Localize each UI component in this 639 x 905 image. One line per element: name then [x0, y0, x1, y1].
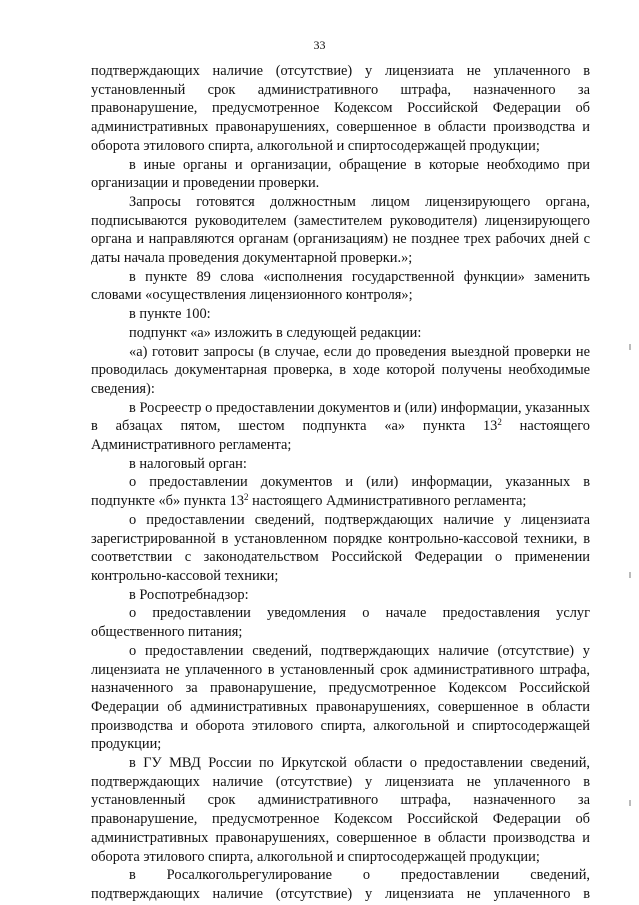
paragraph: [91, 399, 590, 455]
paragraph: в пункте 100:: [129, 306, 211, 323]
margin-mark: [629, 572, 631, 578]
paragraph: Запросы готовятся должностным лицом лицензирующего органа, подписываются руководителем (заместителем руководителя) лицензирующего органа и направляются органам (организациям) не позднее трех рабочих дней с даты начала проведения документарной проверки.»;: [91, 193, 590, 267]
paragraph: в Росалкогольрегулирование о предоставлении сведений, подтверждающих наличие (отсутствие) у лицензиата не уплаченного в: [91, 867, 590, 902]
paragraph: в иные органы и организации, обращение в которые необходимо при организации и проведении проверки.: [91, 156, 590, 192]
paragraph-text: настоящего Административного регламента;: [91, 418, 591, 454]
paragraph: в Роспотребнадзор:: [129, 586, 249, 603]
document-body: [91, 62, 590, 904]
paragraph-text: настоящего Административного регламента;: [248, 493, 527, 510]
paragraph-text: о предоставлении документов и (или) информации, указанных в подпункте «б» пункта 13: [91, 474, 590, 510]
margin-mark: [629, 344, 631, 350]
paragraph: [91, 473, 590, 510]
paragraph: о предоставлении уведомления о начале предоставления услуг общественного питания;: [91, 605, 590, 641]
paragraph: в налоговый орган:: [129, 455, 247, 472]
paragraph-text: в Росреестр о предоставлении документов и (или) информации, указанных в абзацах пятом, шестом подпункта «а» пункта 13: [91, 399, 590, 435]
page-number: 33: [313, 38, 326, 52]
paragraph: о предоставлении сведений, подтверждающих наличие (отсутствие) у лицензиата не уплаченного в установленный срок административного штрафа, назначенного за правонарушение, предусмотренное Кодексом Российской Федерации об административных правонарушениях, совершенное в области производства и оборота этилового спирта, алкогольной и спиртосодержащей продукции;: [91, 642, 590, 753]
paragraph: в ГУ МВД России по Иркутской области о предоставлении сведений, подтверждающих наличие (отсутствие) у лицензиата не уплаченного в установленный срок административного штрафа, назначенного за правонарушение, предусмотренное Кодексом Российской Федерации об административных правонарушениях, совершенное в области производства и оборота этилового спирта, алкогольной и спиртосодержащей продукции;: [91, 755, 590, 865]
paragraph: подпункт «а» изложить в следующей редакции:: [129, 324, 422, 341]
paragraph: «а) готовит запросы (в случае, если до проведения выездной проверки не проводилась документарная проверка, в ходе которой получены необходимые сведения):: [91, 343, 590, 397]
paragraph: о предоставлении сведений, подтверждающих наличие у лицензиата зарегистрированной в установленном порядке контрольно-кассовой техники, в соответствии с законодательством Российской Федерации о применении контрольно-кассовой техники;: [91, 511, 590, 584]
paragraph: в пункте 89 слова «исполнения государственной функции» заменить словами «осуществления лицензионного контроля»;: [91, 268, 590, 304]
superscript: 2: [244, 492, 249, 503]
paragraph: подтверждающих наличие (отсутствие) у лицензиата не уплаченного в установленный срок административного штрафа, назначенного за правонарушение, предусмотренное Кодексом Российской Федерации об административных правонарушениях, совершенное в области производства и оборота этилового спирта, алкогольной и спиртосодержащей продукции;: [91, 63, 590, 154]
superscript: 2: [497, 417, 502, 428]
margin-mark: [629, 800, 631, 806]
